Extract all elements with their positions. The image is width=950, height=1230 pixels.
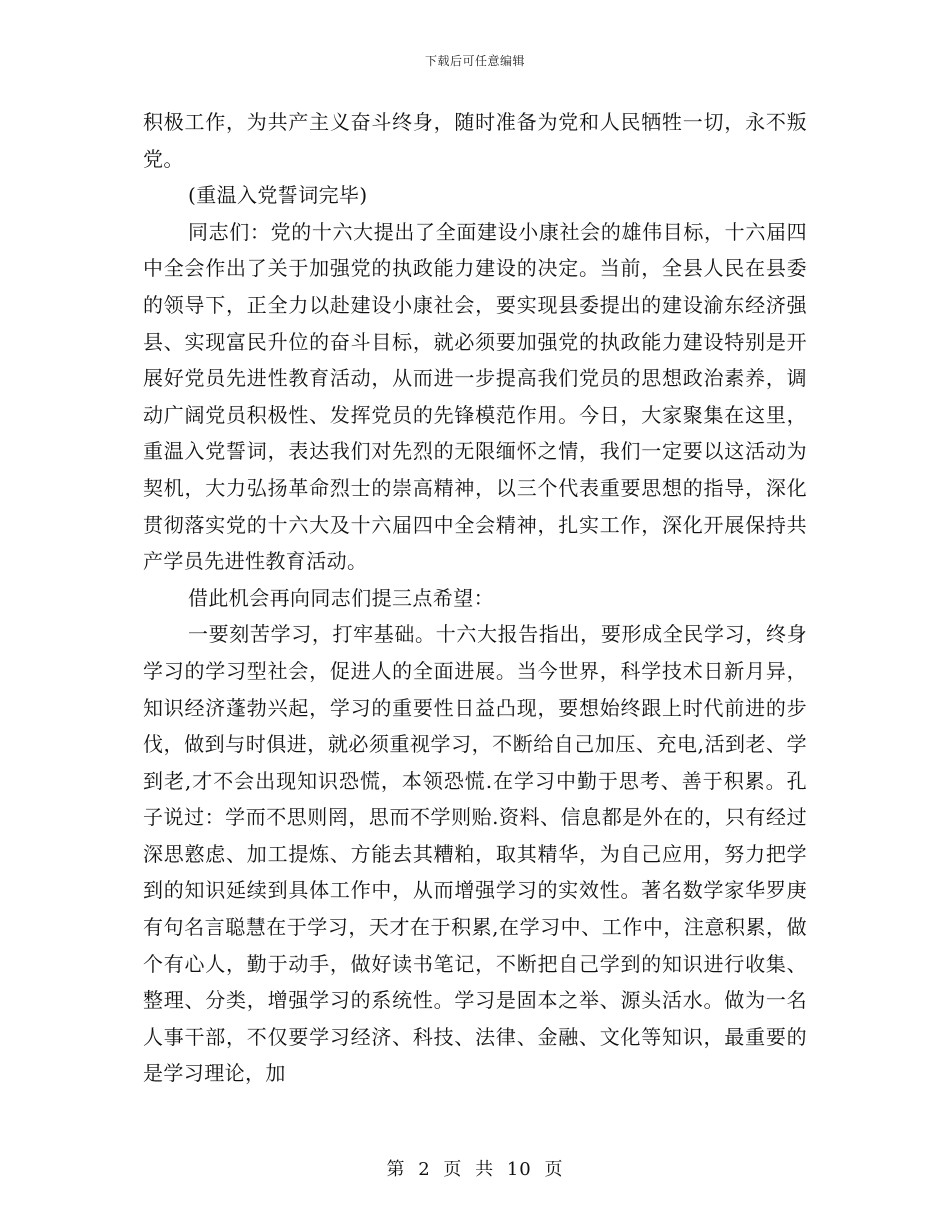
document-body <box>143 104 807 1092</box>
page-footer: 第 2 页 共 10 页 <box>386 1159 564 1180</box>
paragraph-comrades: 同志们：党的十六大提出了全面建设小康社会的雄伟目标，十六届四中全会作出了关于加强党的执政能力建设的决定。当前，全县人民在县委的领导下，正全力以赴建设小康社会，要实现县委提出的建设渝东经济强县、实现富民升位的奋斗目标，就必须要加强党的执政能力建设特别是开展好党员先进性教育活动，从而进一步提高我们党员的思想政治素养，调动广阔党员积极性、发挥党员的先锋模范作用。今日，大家聚集在这里，重温入党誓词，表达我们对先烈的无限缅怀之情，我们一定要以这活动为契机，大力弘扬革命烈士的崇高精神，以三个代表重要思想的指导，深化贯彻落实党的十六大及十六届四中全会精神，扎实工作，深化开展保持共产学员先进性教育活动。 <box>143 219 807 574</box>
paragraph-study-hard: 一要刻苦学习，打牢基础。十六大报告指出，要形成全民学习，终身学习的学习型社会，促进人的全面进展。当今世界，科学技术日新月异，知识经济蓬勃兴起，学习的重要性日益凸现，要想始终跟上时代前进的步伐，做到与时俱进，就必须重视学习，不断给自己加压、充电,活到老、学到老,才不会出现知识恐慌，本领恐慌.在学习中勤于思考、善于积累。孔子说过：学而不思则罔，思而不学则贻.资料、信息都是外在的，只有经过深思憝虑、加工提炼、方能去其糟粕，取其精华，为自己应用，努力把学到的知识延续到具体工作中，从而增强学习的实效性。著名数学家华罗庚有句名言聪慧在于学习，天才在于积累,在学习中、工作中，注意积累，做个有心人，勤于动手，做好读书笔记，不断把自己学到的知识进行收集、整理、分类，增强学习的系统性。学习是固本之举、源头活水。做为一名人事干部，不仅要学习经济、科技、法律、金融、文化等知识，最重要的是学习理论，加 <box>143 622 807 1086</box>
paragraph-oath-end: 积极工作，为共产主义奋斗终身，随时准备为党和人民牺牲一切，永不叛党。 <box>143 110 807 171</box>
paragraph-three-hopes: 借此机会再向同志们提三点希望： <box>188 585 494 610</box>
paragraph-oath-complete: (重温入党誓词完毕) <box>188 183 368 208</box>
page-header: 下载后可任意编辑 <box>424 54 525 68</box>
